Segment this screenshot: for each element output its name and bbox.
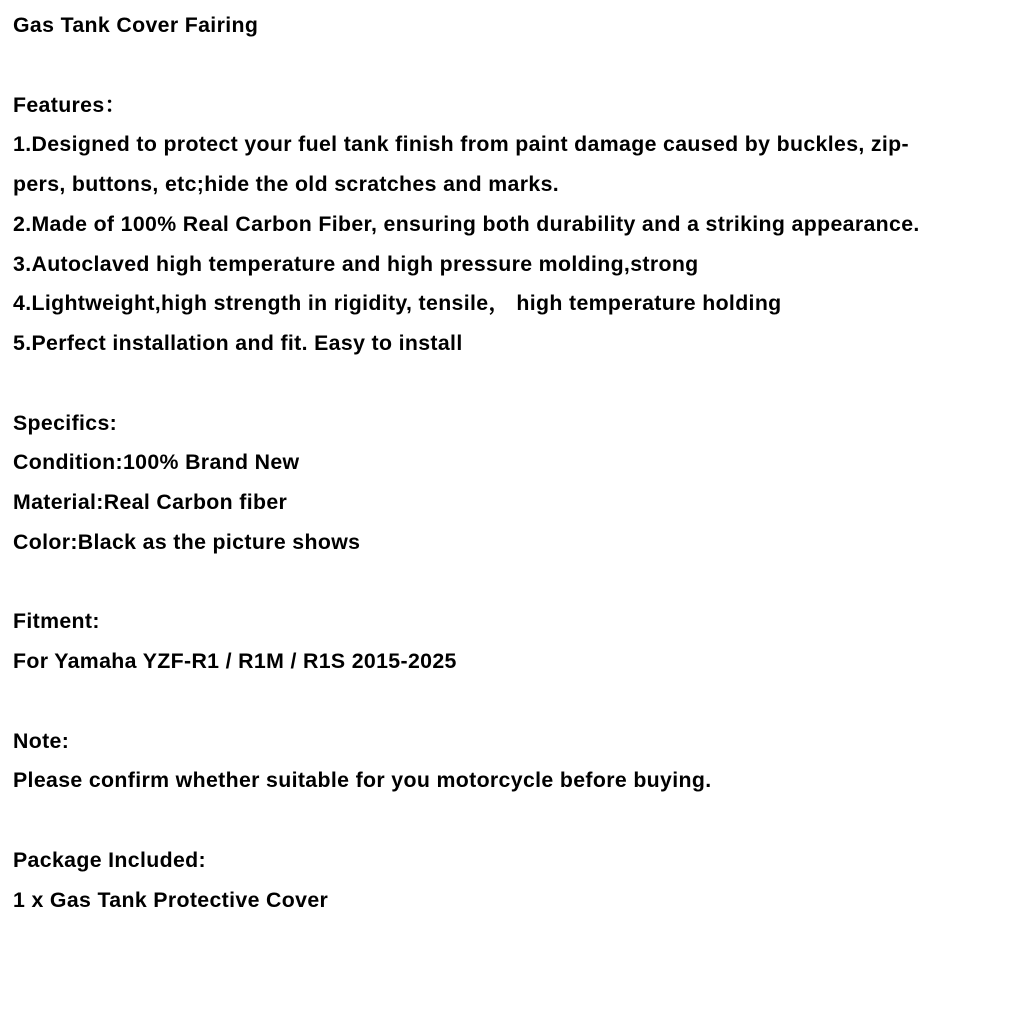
note-heading: Note: [13, 728, 70, 753]
feature-line: 5.Perfect installation and fit. Easy to install [13, 331, 463, 355]
spacer [13, 364, 1013, 404]
package-line: 1 x Gas Tank Protective Cover [13, 887, 329, 912]
spacer [13, 46, 1013, 86]
feature-line: 3.Autoclaved high temperature and high pressure molding,strong [13, 251, 699, 276]
specifics-line: Color:Black as the picture shows [13, 529, 361, 554]
specifics-line: Material:Real Carbon fiber [13, 490, 288, 514]
specifics-line: Condition:100% Brand New [13, 450, 300, 475]
note-line: Please confirm whether suitable for you motorcycle before buying. [13, 768, 712, 793]
fitment-line: For Yamaha YZF-R1 / R1M / R1S 2015-2025 [13, 649, 457, 673]
fitment-heading: Fitment: [13, 609, 100, 634]
spacer [13, 563, 1013, 603]
specifics-heading: Specifics: [13, 410, 118, 435]
features-heading: Features： [13, 92, 127, 117]
spacer [13, 801, 1013, 841]
feature-line: 2.Made of 100% Real Carbon Fiber, ensuring both durability and a striking appearance. [13, 211, 920, 236]
feature-line: 1.Designed to protect your fuel tank finish from paint damage caused by buckles, zip- [13, 132, 909, 157]
product-description [13, 6, 1013, 920]
feature-line: pers, buttons, etc;hide the old scratches and marks. [13, 172, 560, 196]
feature-line: 4.Lightweight,high strength in rigidity, tensile， high temperature holding [13, 291, 782, 316]
spacer [13, 682, 1013, 722]
package-heading: Package Included: [13, 847, 206, 872]
page-title: Gas Tank Cover Fairing [13, 13, 259, 37]
